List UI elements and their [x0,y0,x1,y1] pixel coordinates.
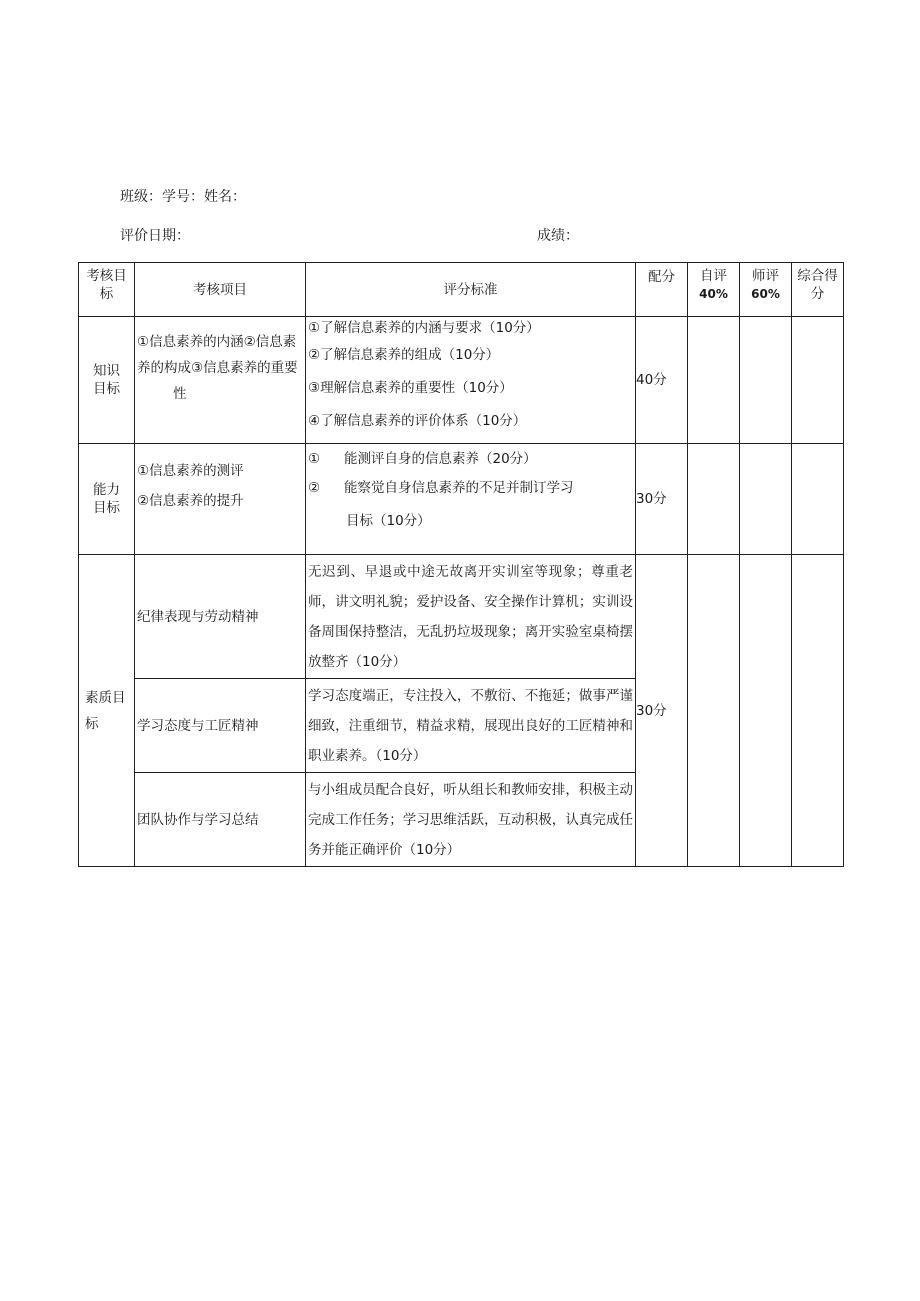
quality-target [79,555,135,867]
class-id-name-line [120,188,246,206]
ability-criterion-1-text: 能测评自身的信息素养（20分） [344,451,537,467]
ability-criteria [306,444,636,555]
score-line [537,227,579,245]
teacher-eval-weight: 60% [751,287,780,301]
quality-total-score[interactable] [792,555,844,867]
header-item: 考核项目 [135,263,306,317]
quality-target-text: 素质目标 [85,689,126,732]
header-teacher-eval [740,263,792,317]
table-row-ability [79,444,844,555]
header-target: 考核目标 [79,263,135,317]
ability-criterion-1 [308,446,633,472]
quality-criteria-2: 学习态度端正，专注投入，不敷衍、不拖延；做事严谨细致，注重细节，精益求精，展现出良好的工匠精神和职业素养。（10分） [306,679,636,773]
knowledge-item-tail: 性 [173,386,187,402]
knowledge-total-score[interactable] [792,317,844,444]
knowledge-points: 40分 [636,317,688,444]
quality-self-score[interactable] [688,555,740,867]
header-total: 综合得分 [792,263,844,317]
ability-points: 30分 [636,444,688,555]
knowledge-criterion-4: ④了解信息素养的评价体系（10分） [308,413,527,429]
quality-teacher-score[interactable] [740,555,792,867]
header-criteria: 评分标准 [306,263,636,317]
ability-criterion-2-text: 能察觉自身信息素养的不足并制订学习 [344,480,574,496]
quality-item-1: 纪律表现与劳动精神 [135,555,306,679]
quality-item-3: 团队协作与学习总结 [135,773,306,867]
date-label: 评价日期： [120,228,190,244]
teacher-eval-label: 师评 [752,268,779,284]
knowledge-criterion-3: ③理解信息素养的重要性（10分） [308,380,513,396]
ability-criterion-2-num: ② [308,480,321,496]
quality-criteria-3: 与小组成员配合良好，听从组长和教师安排，积极主动完成工作任务；学习思维活跃，互动积极，认真完成任务并能正确评价（10分） [306,773,636,867]
header-points: 配分 [636,263,688,317]
header-self-eval [688,263,740,317]
self-eval-label: 自评 [700,268,727,284]
ability-target: 能力目标 [79,444,135,555]
knowledge-target: 知识目标 [79,317,135,444]
knowledge-item-main: ①信息素养的内涵②信息素养的构成③信息素养的重要 [137,334,298,376]
knowledge-criterion-1: ①了解信息素养的内涵与要求（10分） [308,320,540,336]
date-line [120,227,190,245]
ability-item-2: ②信息素养的提升 [137,493,244,509]
knowledge-criteria [306,317,636,444]
knowledge-item [135,317,306,444]
ability-criterion-2 [308,472,633,505]
quality-criteria-1: 无迟到、早退或中途无故离开实训室等现象；尊重老师，讲文明礼貌；爱护设备、安全操作计算机；实训设备周围保持整洁，无乱扔垃圾现象；离开实验室桌椅摆放整齐（10分） [306,555,636,679]
ability-criterion-2-cont: 目标（10分） [346,513,431,529]
knowledge-criterion-2: ②了解信息素养的组成（10分） [308,347,500,363]
self-eval-weight: 40% [699,287,728,301]
table-row-knowledge [79,317,844,444]
ability-item [135,444,306,555]
knowledge-self-score[interactable] [688,317,740,444]
ability-total-score[interactable] [792,444,844,555]
table-header-row [79,263,844,317]
knowledge-teacher-score[interactable] [740,317,792,444]
ability-self-score[interactable] [688,444,740,555]
ability-criterion-1-num: ① [308,451,321,467]
class-id-name-label: 班级：学号：姓名： [120,189,246,205]
quality-item-2: 学习态度与工匠精神 [135,679,306,773]
table-row-quality-1 [79,555,844,679]
quality-points: 30分 [636,555,688,867]
score-label: 成绩： [537,228,579,244]
evaluation-table [78,262,844,867]
ability-teacher-score[interactable] [740,444,792,555]
ability-item-1: ①信息素养的测评 [137,463,244,479]
